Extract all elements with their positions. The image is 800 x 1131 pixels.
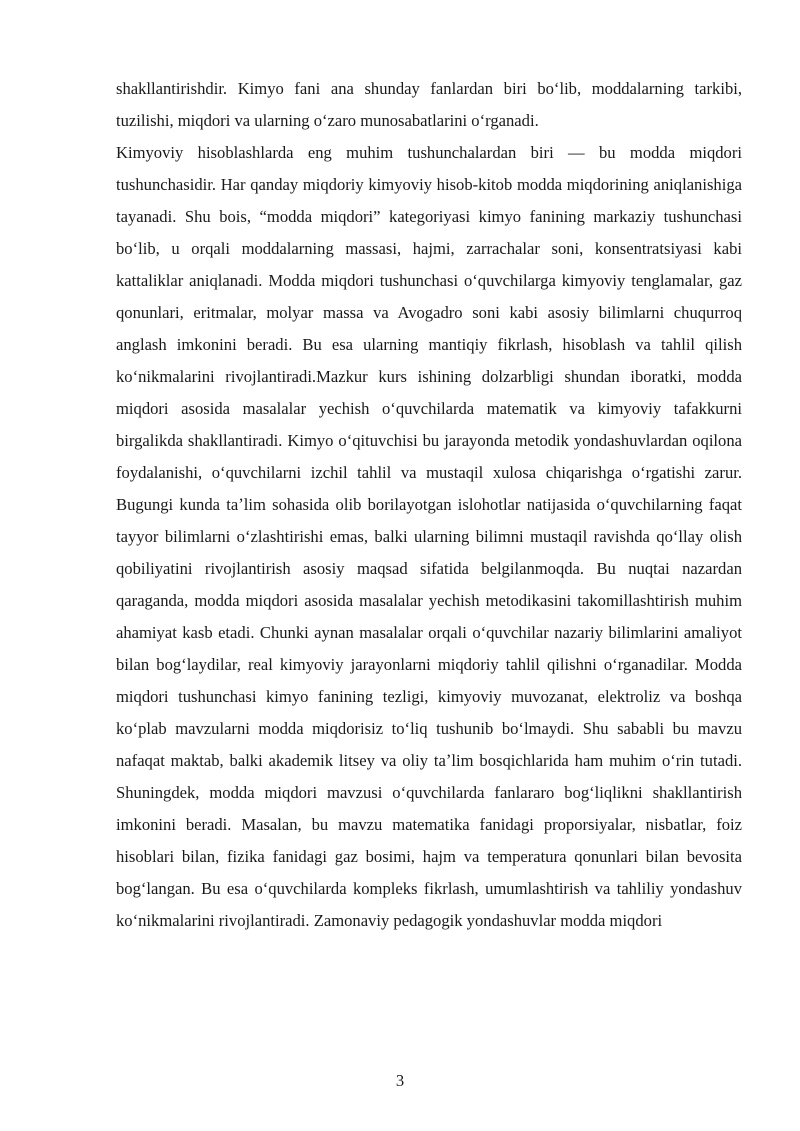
paragraph-continuation: shakllantirishdir. Kimyo fani ana shunday fanlardan biri boʻlib, moddalarning tarkibi, tuzilishi, miqdori va ularning oʻzaro munosabatlarini oʻrganadi.: [116, 79, 742, 130]
paragraph-main: Kimyoviy hisoblashlarda eng muhim tushunchalardan biri — bu modda miqdori tushunchasidir. Har qanday miqdoriy kimyoviy hisob-kitob modda miqdorining aniqlanishiga tayanadi. Shu bois, “modda miqdori” kategoriyasi kimyo fanining markaziy tushunchasi boʻlib, u orqali moddalarning massasi, hajmi, zarrachalar soni, konsentratsiyasi kabi kattaliklar aniqlanadi. Modda miqdori tushunchasi oʻquvchilarga kimyoviy tenglamalar, gaz qonunlari, eritmalar, molyar massa va Avogadro soni kabi asosiy bilimlarni chuqurroq anglash imkonini beradi. Bu esa ularning mantiqiy fikrlash, hisoblash va tahlil qilish koʻnikmalarini rivojlantiradi.Mazkur kurs ishining dolzarbligi shundan iboratki, modda miqdori asosida masalalar yechish oʻquvchilarda matematik va kimyoviy tafakkurni birgalikda shakllantiradi. Kimyo oʻqituvchisi bu jarayonda metodik yondashuvlardan oqilona foydalanishi, oʻquvchilarni izchil tahlil va mustaqil xulosa chiqarishga oʻrgatishi zarur. Bugungi kunda taʼlim sohasida olib borilayotgan islohotlar natijasida oʻquvchilarning faqat tayyor bilimlarni oʻzlashtirishi emas, balki ularning bilimni mustaqil ravishda qoʻllay olish qobiliyatini rivojlantirish asosiy maqsad sifatida belgilanmoqda. Bu nuqtai nazardan qaraganda, modda miqdori asosida masalalar yechish metodikasini takomillashtirish muhim ahamiyat kasb etadi. Chunki aynan masalalar orqali oʻquvchilar nazariy bilimlarini amaliyot bilan bogʻlaydilar, real kimyoviy jarayonlarni miqdoriy tahlil qilishni oʻrganadilar. Modda miqdori tushunchasi kimyo fanining tezligi, kimyoviy muvozanat, elektroliz va boshqa koʻplab mavzularni modda miqdorisiz toʻliq tushunib boʻlmaydi. Shu sababli bu mavzu nafaqat maktab, balki akademik litsey va oliy taʼlim bosqichlarida ham muhim oʻrin tutadi. Shuningdek, modda miqdori mavzusi oʻquvchilarda fanlararo bogʻliqlikni shakllantirish imkonini beradi. Masalan, bu mavzu matematika fanidagi proporsiyalar, nisbatlar, foiz hisoblari bilan, fizika fanidagi gaz bosimi, hajm va temperatura qonunlari bilan bevosita bogʻlangan. Bu esa oʻquvchilarda kompleks fikrlash, umumlashtirish va tahliliy yondashuv koʻnikmalarini rivojlantiradi. Zamonaviy pedagogik yondashuvlar modda miqdori: [116, 143, 742, 930]
body-text: [116, 73, 742, 937]
page-number: 3: [395, 1071, 405, 1090]
